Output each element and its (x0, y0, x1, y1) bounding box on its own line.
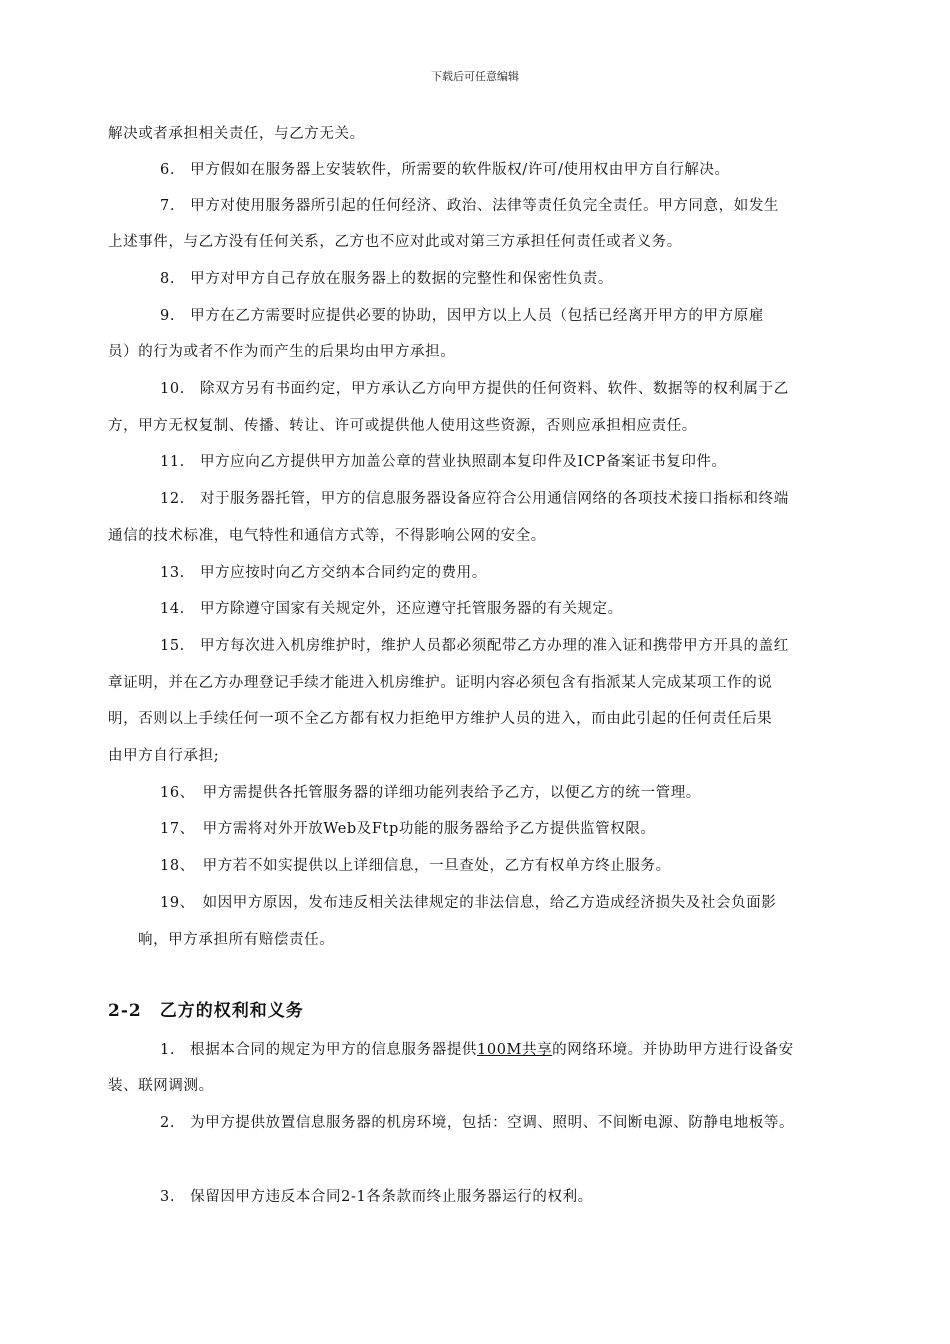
clause-18: 18、 甲方若不如实提供以上详细信息，一旦查处，乙方有权单方终止服务。 (160, 858, 671, 874)
clause-11: 11. 甲方应向乙方提供甲方加盖公章的营业执照副本复印件及ICP备案证书复印件。 (160, 454, 727, 470)
paragraph-line: 方，甲方无权复制、传播、转让、许可或提供他人使用这些资源，否则应承担相应责任。 (108, 418, 697, 434)
section-clause-2: 2. 为甲方提供放置信息服务器的机房环境，包括：空调、照明、不间断电源、防静电地板等。 (160, 1115, 795, 1131)
paragraph-line: 明，否则以上手续任何一项不全乙方都有权力拒绝甲方维护人员的进入，而由此引起的任何责任后果 (108, 711, 773, 727)
clause-14: 14. 甲方除遵守国家有关规定外，还应遵守托管服务器的有关规定。 (160, 601, 623, 617)
paragraph-line: 响，甲方承担所有赔偿责任。 (138, 932, 335, 948)
clause-17: 17、 甲方需将对外开放Web及Ftp功能的服务器给予乙方提供监管权限。 (160, 821, 656, 837)
clause-8: 8. 甲方对甲方自己存放在服务器上的数据的完整性和保密性负责。 (160, 271, 613, 287)
paragraph-line: 员）的行为或者不作为而产生的后果均由甲方承担。 (108, 344, 456, 360)
paragraph-line: 上述事件，与乙方没有任何关系，乙方也不应对此或对第三方承担任何责任或者义务。 (108, 234, 682, 250)
paragraph-line: 章证明，并在乙方办理登记手续才能进入机房维护。证明内容必须包含有指派某人完成某项工作的说 (108, 675, 773, 691)
clause-7: 7. 甲方对使用服务器所引起的任何经济、政治、法律等责任负完全责任。甲方同意，如发生 (160, 198, 780, 214)
clause-19: 19、 如因甲方原因，发布违反相关法律规定的非法信息，给乙方造成经济损失及社会负面影 (160, 895, 777, 911)
clause-9: 9. 甲方在乙方需要时应提供必要的协助，因甲方以上人员（包括已经离开甲方的甲方原雇 (160, 308, 764, 324)
clause-text: 1. 根据本合同的规定为甲方的信息服务器提供 (160, 1042, 478, 1058)
section-heading: 2-2 乙方的权利和义务 (108, 1001, 304, 1021)
paragraph-line: 装、联网调测。 (108, 1078, 214, 1094)
paragraph-line: 解决或者承担相关责任，与乙方无关。 (108, 126, 365, 142)
section-clause-1 (160, 1040, 794, 1060)
clause-13: 13. 甲方应按时向乙方交纳本合同约定的费用。 (160, 565, 487, 581)
section-clause-3: 3. 保留因甲方违反本合同2-1各条款而终止服务器运行的权利。 (160, 1189, 593, 1205)
clause-6: 6. 甲方假如在服务器上安装软件，所需要的软件版权/许可/使用权由甲方自行解决。 (160, 162, 730, 178)
clause-10: 10. 除双方另有书面约定，甲方承认乙方向甲方提供的任何资料、软件、数据等的权利属于乙 (160, 381, 789, 397)
clause-16: 16、 甲方需提供各托管服务器的详细功能列表给予乙方，以便乙方的统一管理。 (160, 785, 701, 801)
paragraph-line: 由甲方自行承担; (108, 748, 220, 764)
clause-12: 12. 对于服务器托管，甲方的信息服务器设备应符合公用通信网络的各项技术接口指标和终端 (160, 491, 789, 507)
page-header: 下载后可任意编辑 (431, 70, 519, 83)
underlined-bandwidth: 100M共享 (477, 1042, 553, 1058)
clause-15: 15. 甲方每次进入机房维护时，维护人员都必须配带乙方办理的准入证和携带甲方开具的盖红 (160, 638, 789, 654)
paragraph-line: 通信的技术标准，电气特性和通信方式等，不得影响公网的安全。 (108, 528, 546, 544)
clause-text: 的网络环境。并协助甲方进行设备安 (552, 1042, 794, 1058)
